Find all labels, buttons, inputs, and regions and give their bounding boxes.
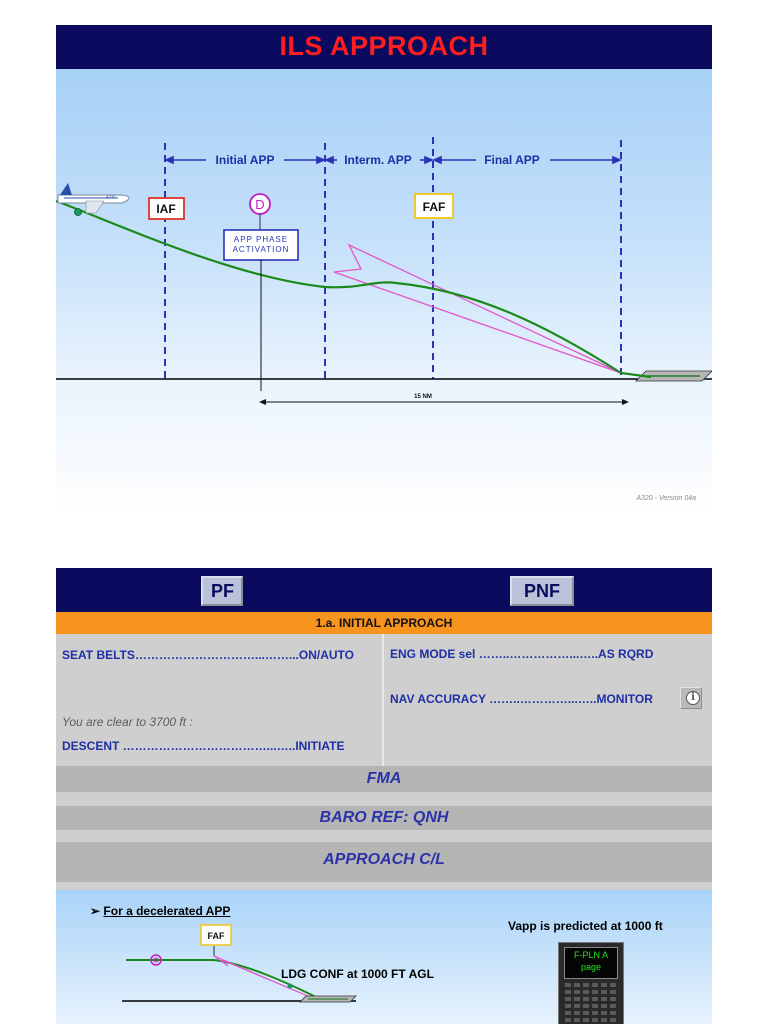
mcdu-screen-line-2: page	[580, 962, 602, 972]
mcdu-key	[601, 997, 607, 1001]
mcdu-key	[565, 1011, 571, 1015]
baro-ref-label: BARO REF: QNH	[319, 809, 449, 826]
mcdu-key	[592, 1004, 598, 1008]
iaf-label: IAF	[156, 202, 176, 216]
descent-item: DESCENT ………………………………...…..INITIATE	[62, 739, 345, 753]
faf-label: FAF	[422, 200, 446, 214]
bullet-arrow-icon: ➢	[90, 904, 101, 918]
approach-profile-diagram	[56, 25, 712, 515]
mcdu-key	[592, 997, 598, 1001]
decelerated-app-title	[90, 904, 230, 918]
mcdu-key	[583, 1004, 589, 1008]
mcdu-key	[574, 990, 580, 994]
mcdu-key	[574, 1011, 580, 1015]
mcdu-key	[565, 983, 571, 987]
mcdu-key	[610, 1011, 616, 1015]
aircraft-icon	[58, 183, 129, 216]
approach-cl-label: APPROACH C/L	[323, 851, 445, 868]
mcdu-key	[610, 997, 616, 1001]
mcdu-screen-line-1: F-PLN A	[573, 950, 608, 960]
mcdu-key	[583, 1011, 589, 1015]
slide-initial-approach	[56, 568, 712, 1024]
mcdu-key	[610, 990, 616, 994]
fma-label: FMA	[366, 770, 402, 787]
decel-label: D	[255, 197, 265, 212]
mcdu-icon	[558, 942, 624, 1024]
mcdu-key	[592, 1011, 598, 1015]
mcdu-key	[574, 983, 580, 987]
vapp-note: Vapp is predicted at 1000 ft	[508, 919, 663, 933]
app-phase-line-1: APP PHASE	[233, 235, 289, 244]
slide-ils-approach	[56, 25, 712, 515]
mcdu-key	[592, 983, 598, 987]
mcdu-key	[574, 997, 580, 1001]
mcdu-key	[583, 997, 589, 1001]
mcdu-key	[610, 1018, 616, 1022]
aircraft-label: A330	[106, 194, 116, 199]
mcdu-key	[601, 1004, 607, 1008]
mcdu-key	[565, 990, 571, 994]
clearance-note: You are clear to 3700 ft :	[62, 715, 193, 729]
segment-initial-label: Initial APP	[215, 153, 275, 167]
app-phase-line-2: ACTIVATION	[232, 245, 290, 254]
mcdu-key	[574, 1018, 580, 1022]
column-divider	[382, 634, 384, 768]
segment-final-label: Final APP	[484, 153, 540, 167]
mcdu-key	[610, 1004, 616, 1008]
mcdu-key	[610, 983, 616, 987]
seat-belts-item: SEAT BELTS…………………………...……...ON/AUTO	[62, 648, 355, 662]
mcdu-key	[565, 1004, 571, 1008]
pnf-button[interactable]: PNF	[510, 576, 574, 606]
info-icon[interactable]	[680, 687, 702, 709]
mcdu-key	[565, 997, 571, 1001]
mcdu-key	[592, 1018, 598, 1022]
faf-mini-label: FAF	[207, 931, 225, 941]
version-label: A320 - Version 04a	[636, 495, 696, 502]
mcdu-key	[601, 983, 607, 987]
segment-intermediate-label: Interm. APP	[344, 153, 412, 167]
mcdu-key	[601, 990, 607, 994]
info-glyph: i	[686, 691, 700, 705]
section-title: 1.a. INITIAL APPROACH	[315, 616, 453, 630]
mcdu-key	[574, 1004, 580, 1008]
mcdu-key	[601, 1011, 607, 1015]
mcdu-key	[583, 1018, 589, 1022]
decelerated-app-text: For a decelerated APP	[103, 904, 231, 918]
mcdu-key	[583, 983, 589, 987]
distance-label: 15 NM	[414, 394, 432, 400]
mcdu-key	[583, 990, 589, 994]
eng-mode-item: ENG MODE sel ……..……………...…..AS RQRD	[390, 647, 654, 661]
slide-title: ILS APPROACH	[279, 31, 489, 61]
approach-funnel	[334, 245, 621, 373]
nav-accuracy-item: NAV ACCURACY ……..…………...…..MONITOR	[390, 692, 653, 706]
mcdu-key	[601, 1018, 607, 1022]
ldg-conf-note: LDG CONF at 1000 FT AGL	[281, 967, 434, 981]
roles-header	[56, 568, 712, 612]
mcdu-key	[565, 1018, 571, 1022]
mcdu-key	[592, 990, 598, 994]
pf-button[interactable]: PF	[201, 576, 243, 606]
flight-path	[56, 201, 651, 377]
mcdu-screen	[564, 947, 618, 979]
